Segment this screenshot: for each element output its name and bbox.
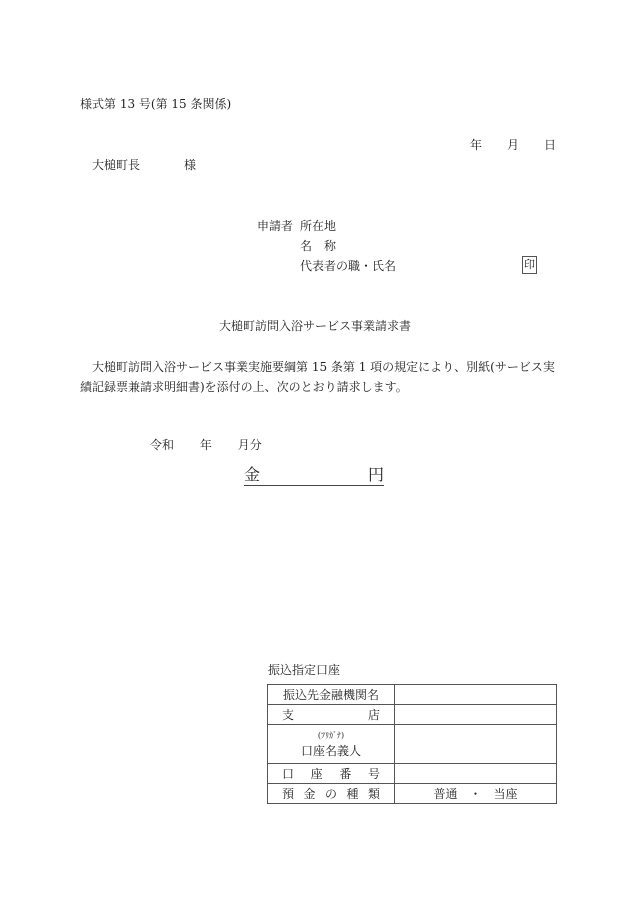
period-month: 月分 <box>237 438 262 452</box>
seal-mark: 印 <box>522 256 537 274</box>
amount-line <box>244 465 384 486</box>
date-year: 年 <box>470 138 483 152</box>
account-holder-text: 口座名義人 <box>300 744 361 758</box>
bank-name-value[interactable] <box>395 685 557 705</box>
addressee-name: 大槌町長 <box>92 158 141 172</box>
branch-label <box>268 705 395 725</box>
applicant-name-label <box>300 238 336 254</box>
deposit-type-value[interactable]: 普通 ・ 当座 <box>395 784 557 804</box>
deposit-type-label <box>268 784 395 804</box>
period-year: 年 <box>199 438 212 452</box>
date-month: 月 <box>506 138 519 152</box>
table-row <box>268 725 557 764</box>
period-era: 令和 <box>150 438 175 452</box>
form-number: 様式第 13 号(第 15 条関係) <box>80 97 232 111</box>
account-number-label <box>268 764 395 784</box>
document-title: 大槌町訪問入浴サービス事業請求書 <box>218 319 411 333</box>
addressee-honorific: 様 <box>184 158 197 172</box>
branch-label-char: 支 <box>282 707 295 722</box>
amount-prefix: 金 <box>244 465 261 484</box>
bank-heading: 振込指定口座 <box>268 663 341 677</box>
account-holder-value[interactable] <box>395 725 557 764</box>
bank-name-label: 振込先金融機関名 <box>268 685 395 705</box>
label-char: 口 <box>282 766 295 781</box>
body-text: 大槌町訪問入浴サービス事業実施要綱第 15 条第 1 項の規定により、別紙(サービス実績記録票兼請求明細書)を添付の上、次のとおり請求します。 <box>80 360 555 394</box>
label-char: 号 <box>367 766 380 781</box>
account-number-value[interactable] <box>395 764 557 784</box>
billing-period <box>150 437 262 453</box>
table-row <box>268 705 557 725</box>
label-char: 番 <box>339 766 352 781</box>
branch-label-char: 店 <box>367 707 380 722</box>
bank-account-table <box>267 684 557 804</box>
name-label-char-2: 称 <box>324 239 337 253</box>
amount-suffix: 円 <box>367 465 384 484</box>
date-day: 日 <box>543 138 556 152</box>
label-char: 座 <box>310 766 323 781</box>
label-char: 類 <box>367 786 380 801</box>
account-holder-label <box>268 725 395 764</box>
addressee <box>92 157 196 173</box>
branch-value[interactable] <box>395 705 557 725</box>
furigana-label: (ﾌﾘｶﾞﾅ) <box>317 731 345 740</box>
representative-label: 代表者の職・氏名 <box>300 259 397 273</box>
applicant-label: 申請者 <box>257 219 294 233</box>
label-char: 種 <box>346 786 359 801</box>
table-row <box>268 685 557 705</box>
name-label-char-1: 名 <box>300 239 313 253</box>
table-row <box>268 784 557 804</box>
label-char: 金 <box>303 786 316 801</box>
table-row <box>268 764 557 784</box>
label-char: の <box>324 786 337 801</box>
date-line <box>470 137 556 153</box>
label-char: 預 <box>282 786 295 801</box>
applicant-address-label: 所在地 <box>300 219 337 233</box>
